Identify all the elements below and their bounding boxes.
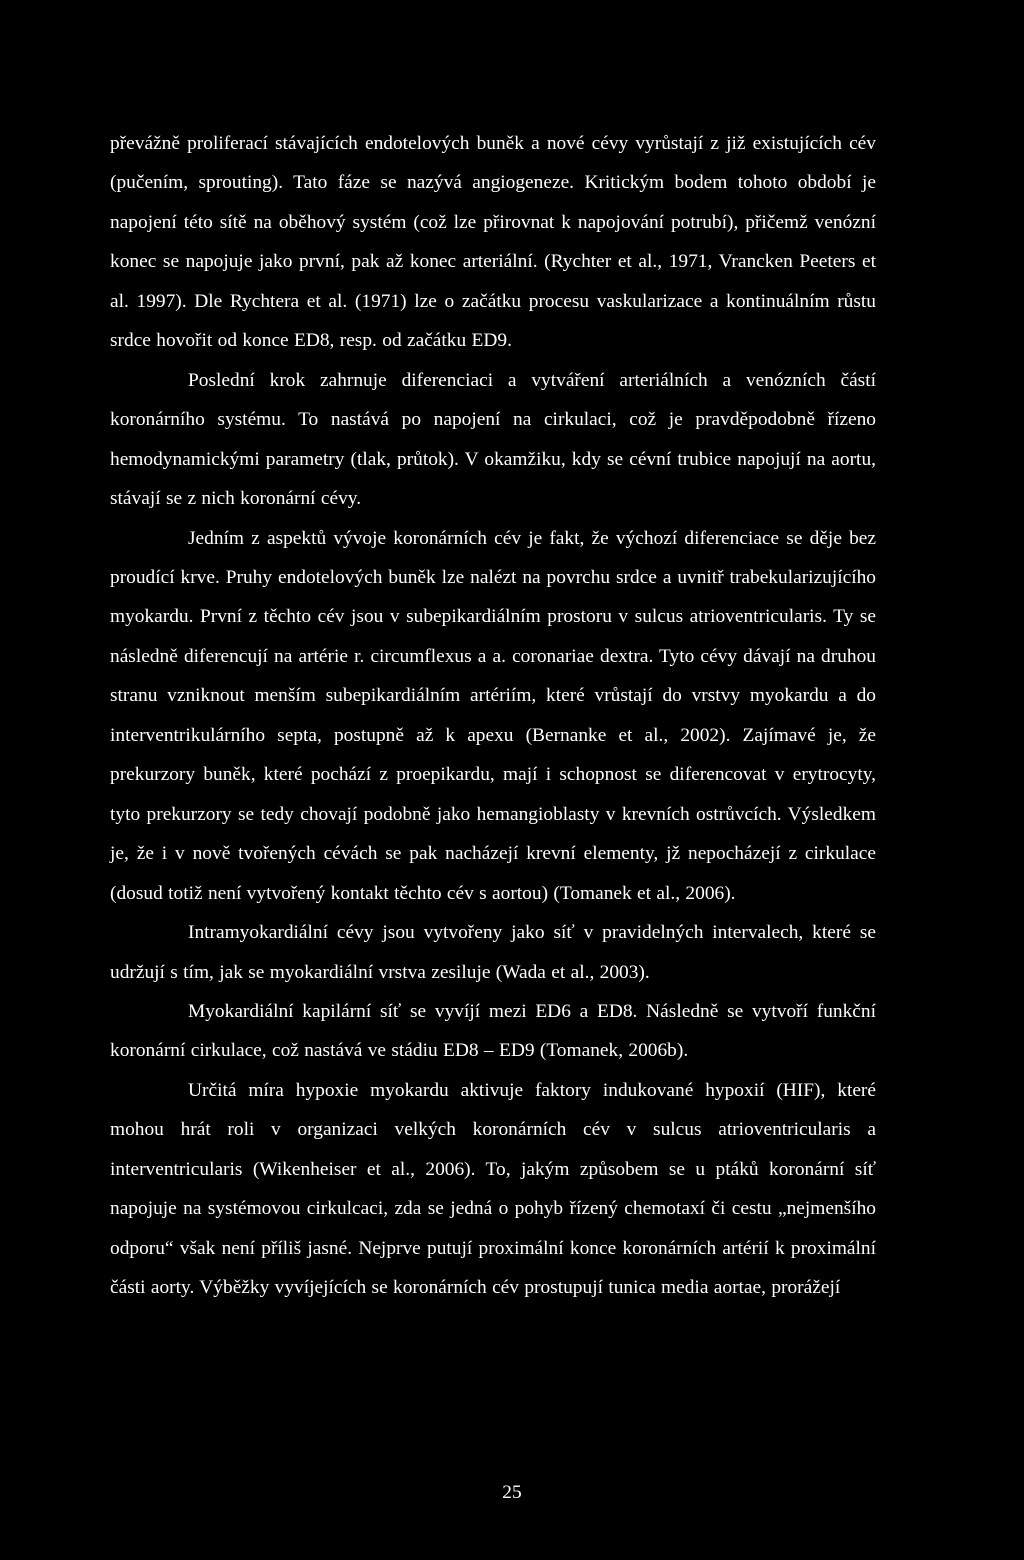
paragraph-continuation: převážně proliferací stávajících endotelových buněk a nové cévy vyrůstají z již existujících cév (pučením, sprouting). Tato fáze se nazývá angiogeneze. Kritickým bodem tohoto období je napojení této sítě na oběhový systém (což lze přirovnat k napojování potrubí), přičemž venózní konec se napojuje jako první, pak až konec arteriální. (Rychter et al., 1971, Vrancken Peeters et al. 1997). Dle Rychtera et al. (1971) lze o začátku procesu vaskularizace a kontinuálním růstu srdce hovořit od konce ED8, resp. od začátku ED9. <box>110 133 876 352</box>
paragraph-differentiation: Poslední krok zahrnuje diferenciaci a vytváření arteriálních a venózních částí koronárního systému. To nastává po napojení na cirkulaci, což je pravděpodobně řízeno hemodynamickými parametry (tlak, průtok). V okamžiku, kdy se cévní trubice napojují na aortu, stávají se z nich koronární cévy. <box>110 369 876 510</box>
paragraph-hypoxia: Určitá míra hypoxie myokardu aktivuje faktory indukované hypoxií (HIF), které mohou hrát roli v organizaci velkých koronárních cév v sulcus atrioventricularis a interventricularis (Wikenheiser et al., 2006). To, jakým způsobem se u ptáků koronární síť napojuje na systémovou cirkulcaci, zda se jedná o pohyb řízený chemotaxí či cestu „nejmenšího odporu“ však není příliš jasné. Nejprve putují proximální konce koronárních artérií k proximální části aorty. Výběžky vyvíjejících se koronárních cév prostupují tunica media aortae, prorážejí <box>110 1079 876 1299</box>
paragraph-capillary-network: Myokardiální kapilární síť se vyvíjí mezi ED6 a ED8. Následně se vytvoří funkční koronární cirkulace, což nastává ve stádiu ED8 – ED9 (Tomanek, 2006b). <box>110 1000 876 1062</box>
page-number: 25 <box>502 1482 522 1503</box>
paragraph-coronary-development: Jedním z aspektů vývoje koronárních cév je fakt, že výchozí diferenciace se děje bez proudící krve. Pruhy endotelových buněk lze nalézt na povrchu srdce a uvnitř trabekularizujícího myokardu. První z těchto cév jsou v subepikardiálním prostoru v sulcus atrioventricularis. Ty se následně diferencují na artérie r. circumflexus a a. coronariae dextra. Tyto cévy dávají na druhou stranu vzniknout menším subepikardiálním artériím, které vrůstají do vrstvy myokardu a do interventrikulárního septa, postupně až k apexu (Bernanke et al., 2002). Zajímavé je, že prekurzory buněk, které pochází z proepikardu, mají i schopnost se diferencovat v erytrocyty, tyto prekurzory se tedy chovají podobně jako hemangioblasty v krevních ostrůvcích. Výsledkem je, že i v nově tvořených cévách se pak nacházejí krevní elementy, jž nepocházejí z cirkulace (dosud totiž není vytvořený kontakt těchto cév s aortou) (Tomanek et al., 2006). <box>110 527 876 904</box>
body-text <box>110 124 876 1308</box>
paragraph-intramyocardial-vessels: Intramyokardiální cévy jsou vytvořeny jako síť v pravidelných intervalech, které se udržují s tím, jak se myokardiální vrstva zesiluje (Wada et al., 2003). <box>110 922 876 983</box>
